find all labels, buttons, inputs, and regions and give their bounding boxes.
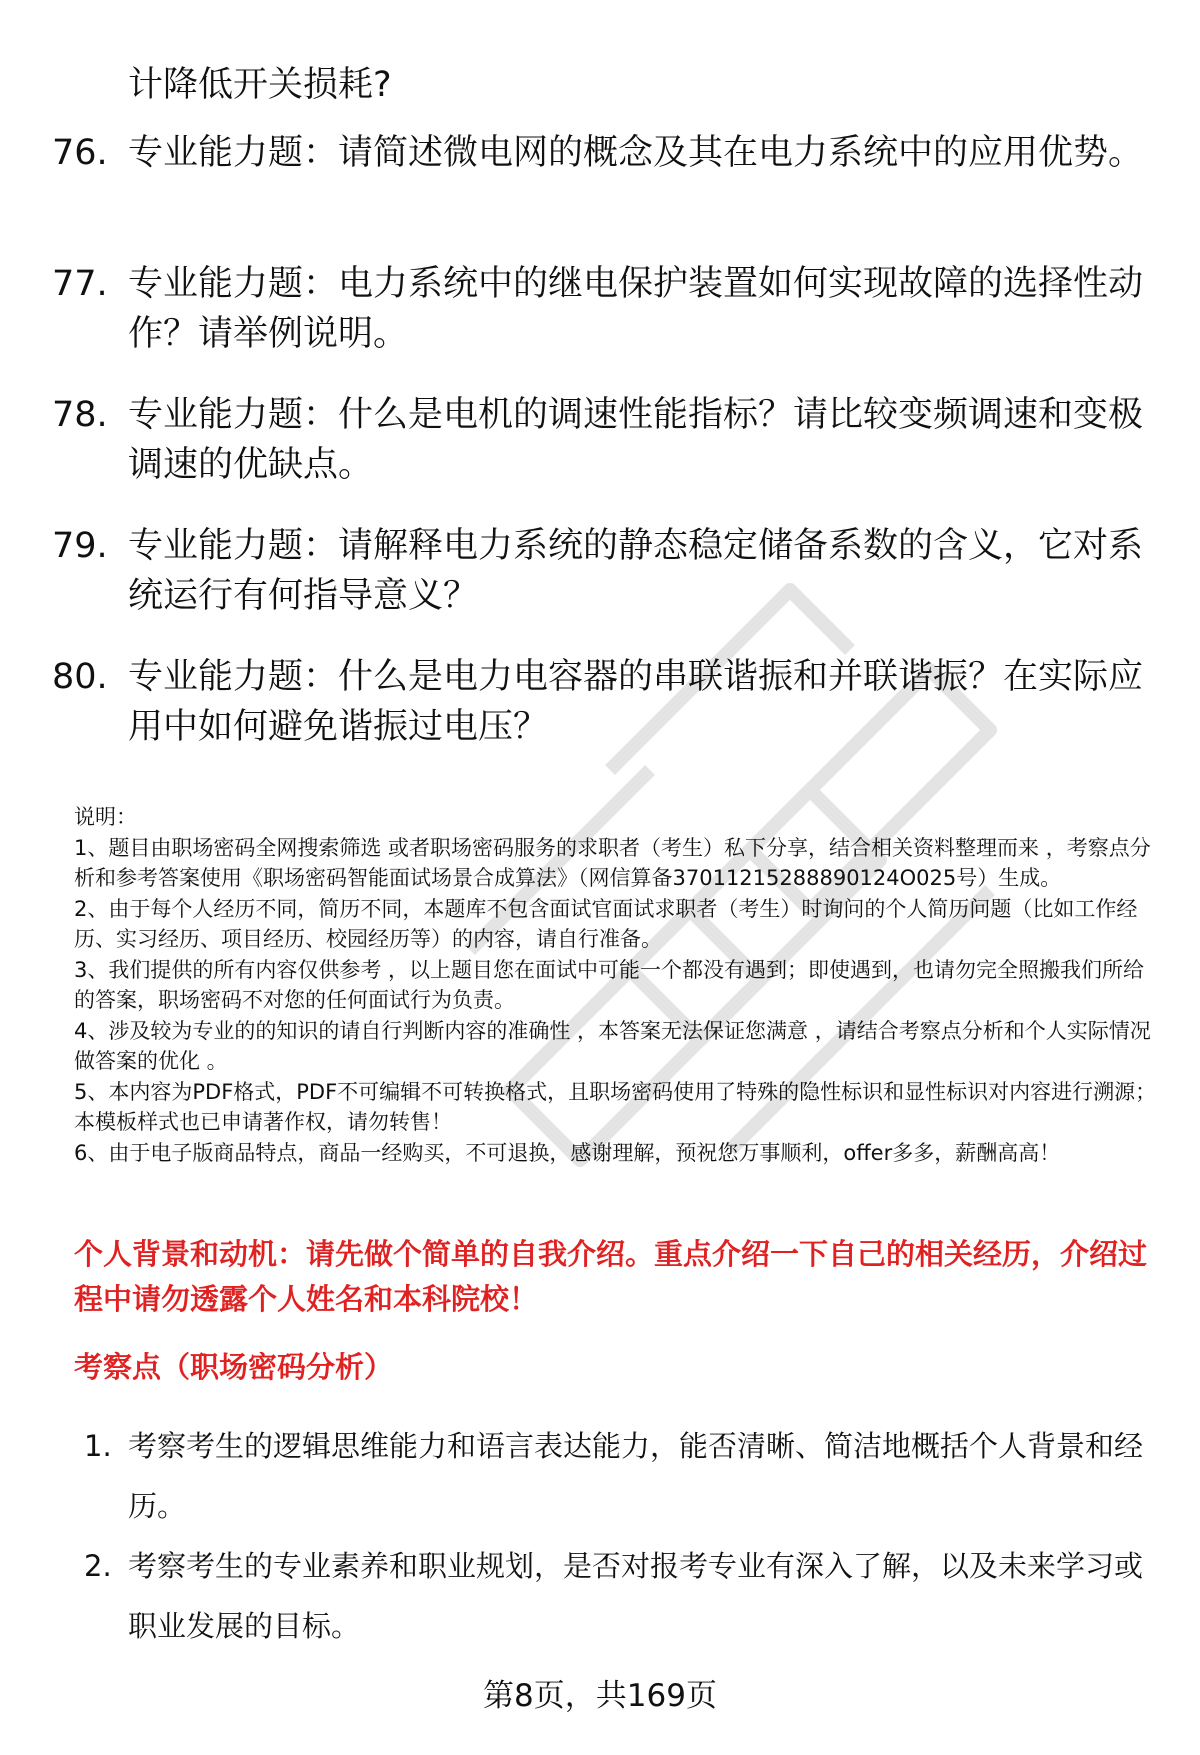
page-number: 第8页，共169页 (483, 1678, 717, 1714)
question-number: 80. (52, 657, 108, 697)
question-item-80 (52, 652, 1152, 752)
disclaimer-notes (74, 802, 1160, 1168)
question-item-79 (52, 521, 1152, 621)
note-item: 6、由于电子版商品特点，商品一经购买，不可退换，感谢理解，预祝您万事顺利，offer多多，薪酬高高！ (74, 1140, 1061, 1165)
analysis-text: 考察考生的专业素养和职业规划，是否对报考专业有深入了解，以及未来学习或职业发展的目标。 (128, 1549, 1144, 1643)
question-text: 专业能力题：请解释电力系统的静态稳定储备系数的含义，它对系统运行有何指导意义？ (128, 526, 1144, 616)
question-number: 78. (52, 395, 108, 435)
background-question: 个人背景和动机：请先做个简单的自我介绍。重点介绍一下自己的相关经历，介绍过程中请勿透露个人姓名和本科院校！ (74, 1237, 1148, 1316)
analysis-text: 考察考生的逻辑思维能力和语言表达能力，能否清晰、简洁地概括个人背景和经历。 (128, 1429, 1144, 1523)
note-item: 3、我们提供的所有内容仅供参考 ，以上题目您在面试中可能一个都没有遇到；即使遇到，也请勿完全照搬我们所给的答案，职场密码不对您的任何面试行为负责。 (74, 957, 1145, 1012)
question-text: 专业能力题：电力系统中的继电保护装置如何实现故障的选择性动作？请举例说明。 (128, 264, 1144, 354)
note-item: 4、涉及较为专业的的知识的请自行判断内容的准确性 ，本答案无法保证您满意 ，请结合考察点分析和个人实际情况做答案的优化 。 (74, 1018, 1151, 1073)
question-item-77 (52, 259, 1152, 359)
analysis-heading: 考察点（职场密码分析） (74, 1350, 394, 1384)
question-number: 77. (52, 264, 108, 304)
note-item: 5、本内容为PDF格式，PDF不可编辑不可转换格式，且职场密码使用了特殊的隐性标识和显性标识对内容进行溯源；本模板样式也已申请著作权，请勿转售！ (74, 1079, 1157, 1134)
analysis-number: 2. (84, 1549, 112, 1583)
question-text: 专业能力题：请简述微电网的概念及其在电力系统中的应用优势。 (128, 133, 1144, 173)
question-number: 76. (52, 133, 108, 173)
analysis-number: 1. (84, 1429, 112, 1463)
analysis-item-1 (84, 1416, 1164, 1536)
question-item-78 (52, 390, 1152, 490)
question-item-76 (52, 128, 1152, 178)
notes-title: 说明： (74, 805, 137, 829)
note-item: 2、由于每个人经历不同，简历不同，本题库不包含面试官面试求职者（考生）时询问的个人简历问题（比如工作经历、实习经历、项目经历、校园经历等）的内容，请自行准备。 (74, 896, 1138, 951)
question-number: 79. (52, 526, 108, 566)
question-continuation: 计降低开关损耗? (128, 65, 392, 105)
note-item: 1、题目由职场密码全网搜索筛选 或者职场密码服务的求职者（考生）私下分享，结合相关资料整理而来 ，考察点分析和参考答案使用《职场密码智能面试场景合成算法》（网信算备37011215288890124O025号）生成。 (74, 835, 1151, 890)
analysis-item-2 (84, 1536, 1164, 1656)
question-text: 专业能力题：什么是电力电容器的串联谐振和并联谐振？在实际应用中如何避免谐振过电压？ (128, 657, 1144, 747)
question-text: 专业能力题：什么是电机的调速性能指标？请比较变频调速和变极调速的优缺点。 (128, 395, 1144, 485)
